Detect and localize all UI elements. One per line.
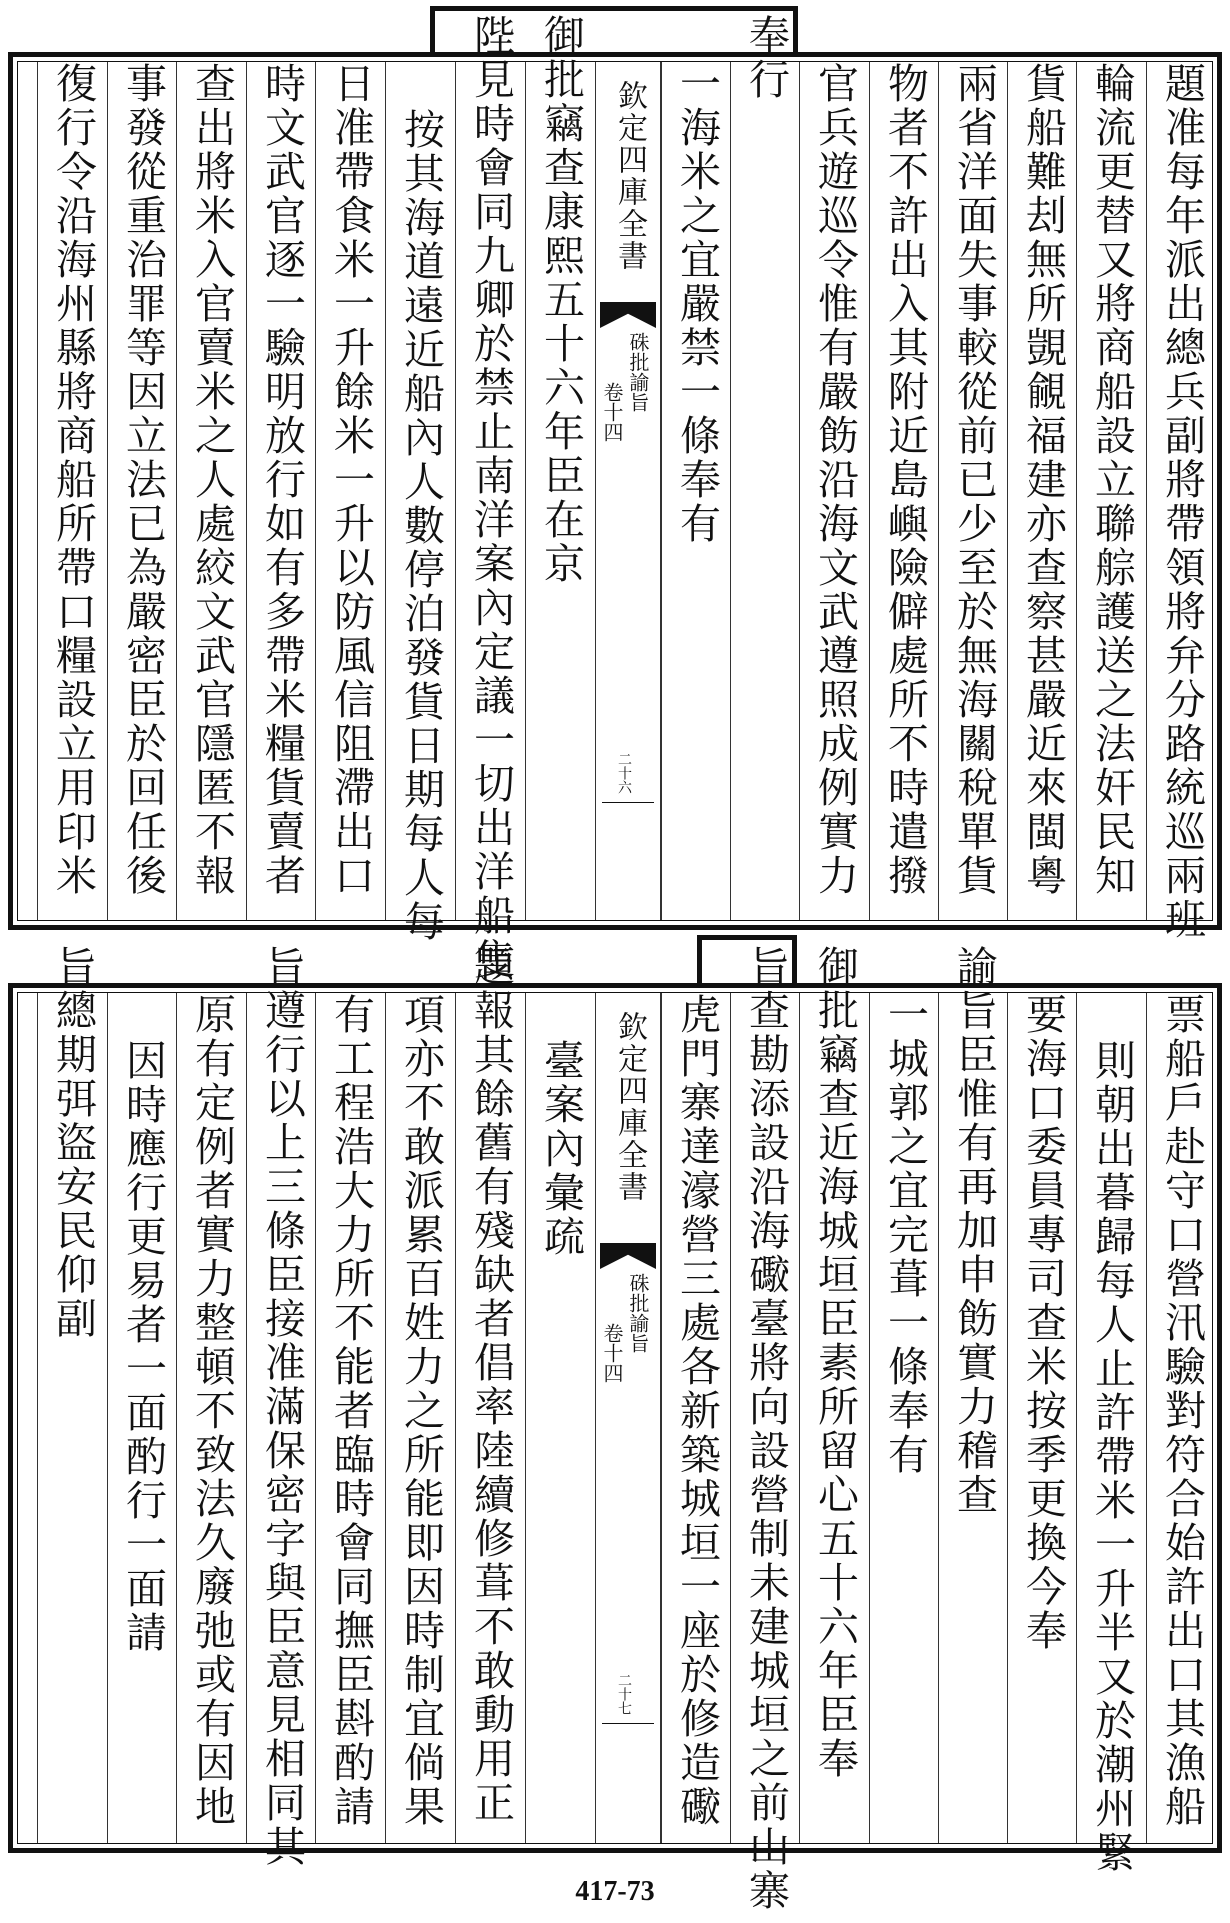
text-column xyxy=(938,945,1008,1843)
column-text: 一海米之宜嚴禁一條奉有 xyxy=(673,62,721,546)
column-text: 復行令沿海州縣將商船所帶口糧設立用印米 xyxy=(49,62,97,898)
text-column xyxy=(799,62,869,920)
text-column xyxy=(1076,993,1146,1875)
series-title: 硃批諭旨 xyxy=(626,1273,650,1353)
column-text: 陛見時會同九卿於禁止南洋案內定議一切出洋船隻 xyxy=(467,14,515,982)
column-text: 原有定例者實力整頓不致法久廢弛或有因地 xyxy=(188,993,236,1829)
column-text: 物者不許出入其附近島嶼險僻處所不時遣撥 xyxy=(881,62,929,898)
column-text: 則朝出暮歸每人止許帶米一升半又於潮州緊 xyxy=(1088,1039,1136,1875)
column-text: 旨總期弭盜安民仰副 xyxy=(49,945,97,1341)
column-text: 有工程浩大力所不能者臨時會同撫臣斟酌請 xyxy=(327,993,375,1829)
text-column xyxy=(661,62,731,920)
book-title: 欽定四庫全書 xyxy=(612,80,647,272)
column-text: 諭旨臣惟有再加申飭實力稽查 xyxy=(950,945,998,1517)
text-column xyxy=(799,945,869,1843)
text-column xyxy=(455,14,525,982)
text-column xyxy=(1076,62,1146,920)
volume-label: 卷十四 xyxy=(600,382,624,442)
column-text: 貨船難刦無所覬覦福建亦查察甚嚴近來閩粵 xyxy=(1019,62,1067,898)
column-text: 時文武官逐一驗明放行如有多帶米糧貨賣者 xyxy=(258,62,306,898)
text-column xyxy=(37,945,107,1843)
page-panel-top xyxy=(8,14,1222,982)
column-text: 票船戶赴守口營汛驗對符合始許出口其漁船 xyxy=(1158,993,1206,1829)
book-title: 欽定四庫全書 xyxy=(612,1011,647,1203)
column-text: 因時應行更易者一面酌行一面請 xyxy=(119,1039,167,1655)
text-column xyxy=(455,945,525,1843)
text-column xyxy=(107,62,177,920)
column-text: 御批竊查康熙五十六年臣在京 xyxy=(537,14,585,586)
text-column xyxy=(315,62,385,920)
folio-number: 二十七 xyxy=(616,1673,632,1715)
fish-tail-mark xyxy=(600,1243,656,1269)
text-column xyxy=(37,62,107,920)
text-column xyxy=(525,993,595,1843)
text-column xyxy=(730,14,800,920)
text-column xyxy=(385,993,455,1843)
column-text: 官兵遊巡令惟有嚴飭沿海文武遵照成例實力 xyxy=(811,62,859,898)
spine-rule xyxy=(602,1723,654,1724)
text-column xyxy=(176,993,246,1843)
column-text: 旨遵行以上三條臣接准滿保密字與臣意見相同其 xyxy=(258,945,306,1869)
fish-tail-mark xyxy=(600,302,656,328)
text-column xyxy=(661,993,731,1843)
column-text: 奉行 xyxy=(742,14,790,102)
column-text: 一城郭之宜完葺一條奉有 xyxy=(881,993,929,1477)
book-spine-bottom_page xyxy=(595,993,661,1843)
folio-number: 二十六 xyxy=(616,752,632,794)
column-text: 虎門寨達濠營三處各新築城垣一座於修造礮 xyxy=(673,993,721,1829)
column-text: 按其海道遠近船內人數停泊發貨日期每人每 xyxy=(397,108,445,944)
book-spine-top_page xyxy=(595,62,661,920)
footer-page-number: 417-73 xyxy=(575,1876,655,1907)
column-text: 要海口委員專司查米按季更換今奉 xyxy=(1019,993,1067,1653)
text-column xyxy=(246,945,316,1869)
column-text: 旨查勘添設沿海礮臺將向設營制未建城垣之前山寨 xyxy=(742,945,790,1913)
column-text: 項亦不敢派累百姓力之所能即因時制宜倘果 xyxy=(397,993,445,1829)
text-column xyxy=(869,993,939,1843)
column-text: 事發從重治罪等因立法已為嚴密臣於回任後 xyxy=(119,62,167,898)
text-column xyxy=(1146,993,1216,1843)
column-text: 題准每年派出總兵副將帶領將弁分路統巡兩班 xyxy=(1158,62,1206,942)
volume-label: 卷十四 xyxy=(600,1323,624,1383)
text-column xyxy=(1007,62,1077,920)
text-column xyxy=(385,62,455,944)
text-column xyxy=(176,62,246,920)
text-column xyxy=(246,62,316,920)
text-column xyxy=(1146,62,1216,942)
text-column xyxy=(525,14,595,920)
column-text: 兩省洋面失事較從前已少至於無海關稅單貨 xyxy=(950,62,998,898)
text-column xyxy=(107,993,177,1843)
column-text: 臺案內彙疏 xyxy=(537,1039,585,1259)
column-text: 輪流更替又將商船設立聯䑸護送之法奸民知 xyxy=(1088,62,1136,898)
text-column xyxy=(938,62,1008,920)
text-column xyxy=(730,945,800,1913)
column-text: 題報其餘舊有殘缺者倡率陸續修葺不敢動用正 xyxy=(467,945,515,1825)
column-text: 日准帶食米一升餘米一升以防風信阻滯出口 xyxy=(327,62,375,898)
text-column xyxy=(869,62,939,920)
series-title: 硃批諭旨 xyxy=(626,332,650,412)
spine-rule xyxy=(602,802,654,803)
text-column xyxy=(315,993,385,1843)
column-text: 查出將米入官賣米之人處絞文武官隱匿不報 xyxy=(188,62,236,898)
text-column xyxy=(1007,993,1077,1843)
column-text: 御批竊查近海城垣臣素所留心五十六年臣奉 xyxy=(811,945,859,1781)
